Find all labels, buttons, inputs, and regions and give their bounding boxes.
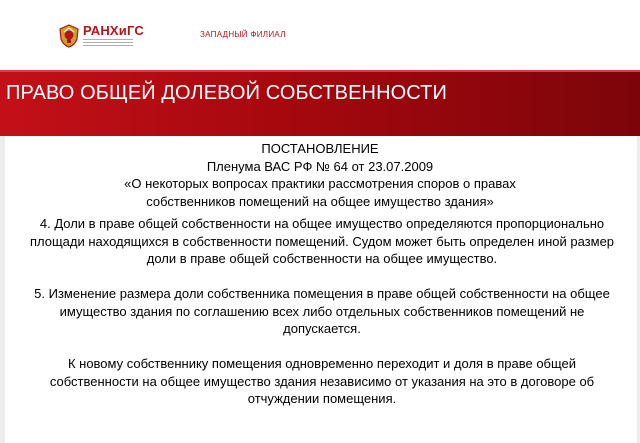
- decree-line-3: «О некоторых вопросах практики рассмотрения споров о правах: [124, 176, 516, 191]
- logo: [58, 24, 144, 48]
- decree-line-1: ПОСТАНОВЛЕНИЕ: [261, 141, 379, 156]
- logo-subtitle-lines: [83, 39, 133, 48]
- emblem-icon: [58, 24, 80, 48]
- decree-line-4: собственников помещений на общее имущество здания»: [146, 193, 494, 209]
- header: [0, 0, 640, 62]
- paragraph-4: 4. Доли в праве общей собственности на общее имущество определяются пропорционально площади находящихся в собственности помещений. Судом может быть определен иной размер доли в праве общей собственности на общее имущество.: [29, 216, 615, 266]
- paragraph-5: 5. Изменение размера доли собственника помещения в праве общей собственности на общее имущество здания по соглашению всех либо отдельных собственников помещений не допускается.: [34, 286, 610, 336]
- decree-heading: [60, 140, 580, 210]
- branch-label: ЗАПАДНЫЙ ФИЛИАЛ: [200, 30, 286, 39]
- paragraph-6: К новому собственнику помещения одновременно переходит и доля в праве общей собственности на общее имущество здания независимо от указания на это в договоре об отчуждении помещения.: [49, 356, 595, 406]
- body-text: [22, 215, 622, 408]
- paragraph-gap: [22, 338, 622, 356]
- title-band-highlight: [0, 70, 640, 72]
- decree-line-2: Пленума ВАС РФ № 64 от 23.07.2009: [206, 158, 434, 174]
- page-title: ПРАВО ОБЩЕЙ ДОЛЕВОЙ СОБСТВЕННОСТИ: [6, 82, 447, 104]
- paragraph-gap: [22, 268, 622, 286]
- left-frame: [0, 136, 5, 443]
- logo-name: РАНХиГС: [83, 23, 144, 38]
